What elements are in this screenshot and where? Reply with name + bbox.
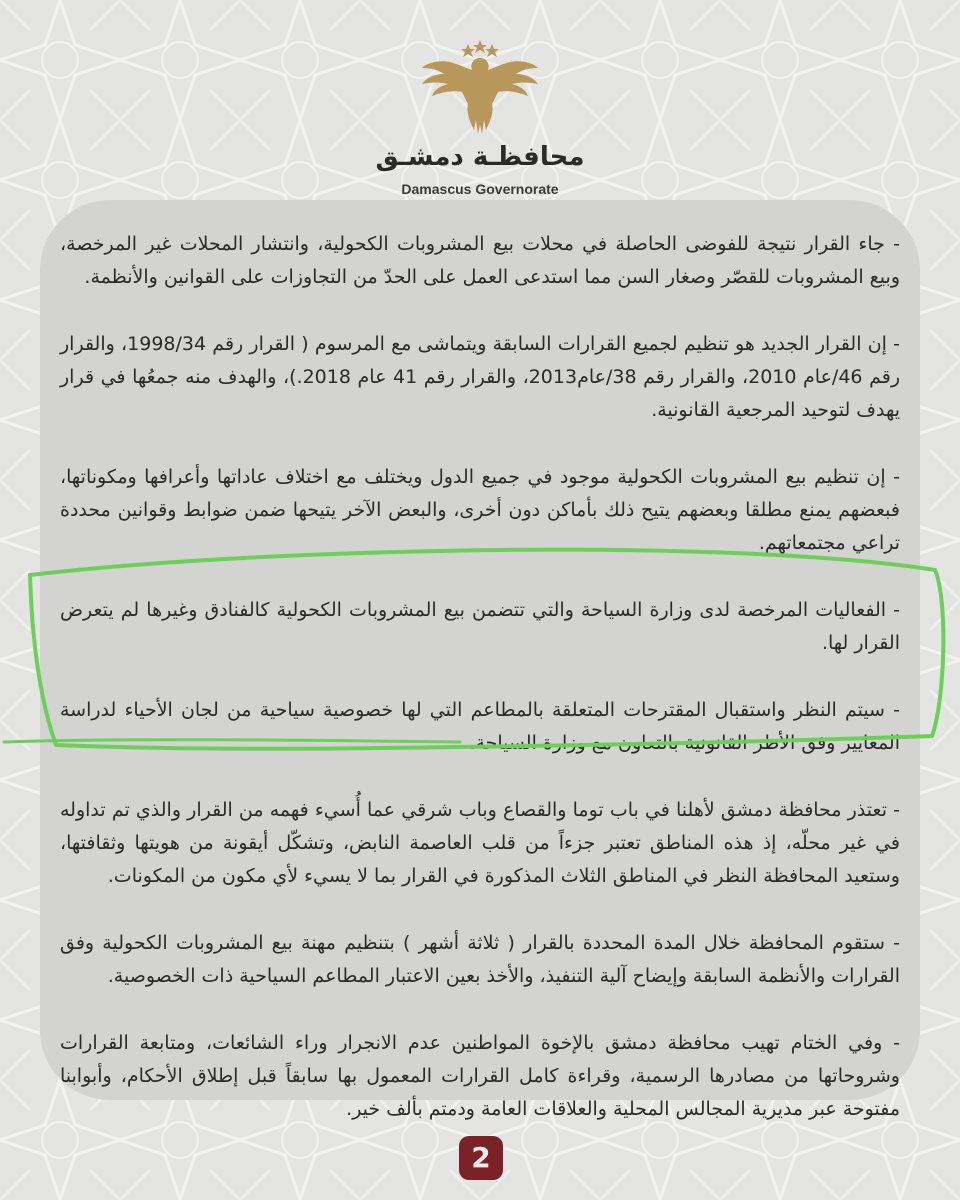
paragraph-5: - سيتم النظر واستقبال المقترحات المتعلقة بالمطاعم التي لها خصوصية سياحية من لجان الأحياء لدراسة المعايير وفق الأطر القانونية بالتعاون مع وزارة السياحة. <box>60 699 900 754</box>
header <box>0 30 960 197</box>
paragraph-6: - تعتذر محافظة دمشق لأهلنا في باب توما والقصاع وباب شرقي عما أُسيء فهمه من القرار والذي تم تداوله في غير محلّه، إذ هذه المناطق تعتبر جزءاً من قلب العاصمة النابض، وتشكّل أيقونة من هويتها وثقافتها، وستعيد المحافظة النظر في المناطق الثلاث المذكورة في القرار بما لا يسيء لأي مكون من المكونات. <box>60 799 900 887</box>
paragraph-7: - ستقوم المحافظة خلال المدة المحددة بالقرار ( ثلاثة أشهر ) بتنظيم مهنة بيع المشروبات الكحولية وفق القرارات والأنظمة السابقة وإيضاح آلية التنفيذ، والأخذ بعين الاعتبار المطاعم السياحية ذات الخصوصية. <box>60 932 900 987</box>
org-name-arabic: محافظـة دمشـق <box>375 142 585 172</box>
paragraph-1: - جاء القرار نتيجة للفوضى الحاصلة في محلات بيع المشروبات الكحولية، وانتشار المحلات غير المرخصة، وبيع المشروبات للقصّر وصغار السن مما استدعى العمل على الحدّ من التجاوزات على القوانين والأنظمة. <box>60 233 900 288</box>
document-body <box>60 228 900 1160</box>
paragraph-4: - الفعاليات المرخصة لدى وزارة السياحة والتي تتضمن بيع المشروبات الكحولية كالفنادق وغيرها لم يتعرض القرار لها. <box>60 599 900 654</box>
page-number-badge: 2 <box>459 1136 503 1180</box>
paragraph-3: - إن تنظيم بيع المشروبات الكحولية موجود في جميع الدول ويختلف مع اختلاف عاداتها وأعرافها ومكوناتها، فبعضهم يمنع مطلقا وبعضهم يتيح ذلك بأماكن دون أخرى، والبعض الآخر يتيحها ضمن ضوابط وقوانين محددة تراعي مجتمعاتهم. <box>60 466 900 554</box>
paragraph-2: - إن القرار الجديد هو تنظيم لجميع القرارات السابقة ويتماشى مع المرسوم ( القرار رقم 1998/34، والقرار رقم 46/عام 2010، والقرار رقم 38/عام2013، والقرار رقم 41 عام 2018.)، والهدف منه جمعُها في قرار يهدف لتوحيد المرجعية القانونية. <box>60 333 901 421</box>
org-name-english: Damascus Governorate <box>401 181 559 197</box>
golden-eagle-emblem-icon <box>418 40 542 140</box>
paragraph-8: - وفي الختام تهيب محافظة دمشق بالإخوة المواطنين عدم الانجرار وراء الشائعات، ومتابعة القرارات وشروحاتها من مصادرها الرسمية، وقراءة كامل القرارات المعمول بها سابقاً قبل إطلاق الأحكام، وأبوابنا مفتوحة عبر مديرية المجالس المحلية والعلاقات العامة ودمتم بألف خير. <box>60 1032 900 1120</box>
